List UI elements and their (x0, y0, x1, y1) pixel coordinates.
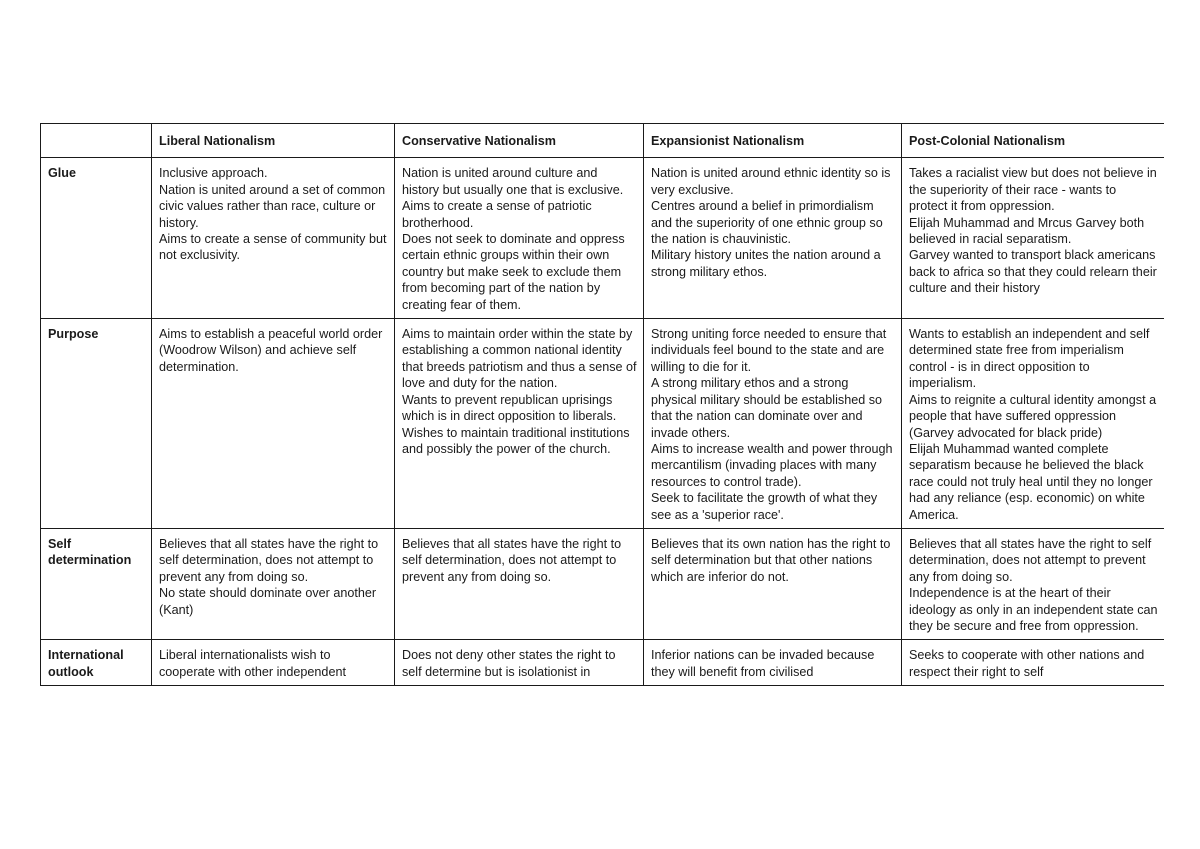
nationalism-comparison-table (40, 123, 1164, 686)
row-label-international-outlook: International outlook (41, 640, 152, 686)
cell-self-determination-conservative: Believes that all states have the right to self determination, does not attempt to prevent any from doing so. (395, 528, 644, 639)
document-page (40, 123, 1164, 744)
header-row (41, 124, 1165, 158)
cell-international-liberal: Liberal internationalists wish to cooperate with other independent (152, 640, 395, 686)
header-post-colonial-nationalism: Post-Colonial Nationalism (902, 124, 1165, 158)
cell-self-determination-post-colonial: Believes that all states have the right to self determination, does not attempt to prevent any from doing so. Independence is at the heart of their ideology as only in an independent state can they be secure and free from oppression. (902, 528, 1165, 639)
cell-glue-liberal: Inclusive approach. Nation is united around a set of common civic values rather than race, culture or history. Aims to create a sense of community but not exclusivity. (152, 158, 395, 319)
cell-glue-post-colonial: Takes a racialist view but does not believe in the superiority of their race - wants to protect it from oppression. Elijah Muhammad and Mrcus Garvey both believed in racial separatism. Garvey wanted to transport black americans back to africa so that they could relearn their culture and their history (902, 158, 1165, 319)
table-row-purpose (41, 319, 1165, 529)
cell-purpose-conservative: Aims to maintain order within the state by establishing a common national identity that breeds patriotism and thus a sense of love and duty for the nation. Wants to prevent republican uprisings which is in direct opposition to liberals. Wishes to maintain traditional institutions and possibly the power of the church. (395, 319, 644, 529)
cell-self-determination-expansionist: Believes that its own nation has the right to self determination but that other nations which are inferior do not. (644, 528, 902, 639)
cell-international-expansionist: Inferior nations can be invaded because they will benefit from civilised (644, 640, 902, 686)
cell-international-post-colonial: Seeks to cooperate with other nations and respect their right to self (902, 640, 1165, 686)
row-label-self-determination: Self determination (41, 528, 152, 639)
cell-glue-expansionist: Nation is united around ethnic identity so is very exclusive. Centres around a belief in primordialism and the superiority of one ethnic group so the nation is chauvinistic. Military history unites the nation around a strong military ethos. (644, 158, 902, 319)
row-label-glue: Glue (41, 158, 152, 319)
header-liberal-nationalism: Liberal Nationalism (152, 124, 395, 158)
header-corner-cell (41, 124, 152, 158)
header-expansionist-nationalism: Expansionist Nationalism (644, 124, 902, 158)
cell-international-conservative: Does not deny other states the right to self determine but is isolationist in (395, 640, 644, 686)
cell-purpose-expansionist: Strong uniting force needed to ensure that individuals feel bound to the state and are willing to die for it. A strong military ethos and a strong physical military should be established so that the nation can dominate over and invade others. Aims to increase wealth and power through mercantilism (invading places with many resources to control trade). Seek to facilitate the growth of what they see as a 'superior race'. (644, 319, 902, 529)
row-label-purpose: Purpose (41, 319, 152, 529)
cell-self-determination-liberal: Believes that all states have the right to self determination, does not attempt to prevent any from doing so. No state should dominate over another (Kant) (152, 528, 395, 639)
table-row-self-determination (41, 528, 1165, 639)
cell-glue-conservative: Nation is united around culture and history but usually one that is exclusive. Aims to create a sense of patriotic brotherhood. Does not seek to dominate and oppress certain ethnic groups within their own country but make seek to exclude them from becoming part of the nation by creating fear of them. (395, 158, 644, 319)
table-row-glue (41, 158, 1165, 319)
cell-purpose-liberal: Aims to establish a peaceful world order (Woodrow Wilson) and achieve self determination. (152, 319, 395, 529)
header-conservative-nationalism: Conservative Nationalism (395, 124, 644, 158)
cell-purpose-post-colonial: Wants to establish an independent and self determined state free from imperialism control - is in direct opposition to imperialism. Aims to reignite a cultural identity amongst a people that have suffered oppression (Garvey advocated for black pride) Elijah Muhammad wanted complete separatism because he believed the black race could not truly heal until they no longer had any reliance (esp. economic) on white America. (902, 319, 1165, 529)
table-row-international-outlook (41, 640, 1165, 686)
